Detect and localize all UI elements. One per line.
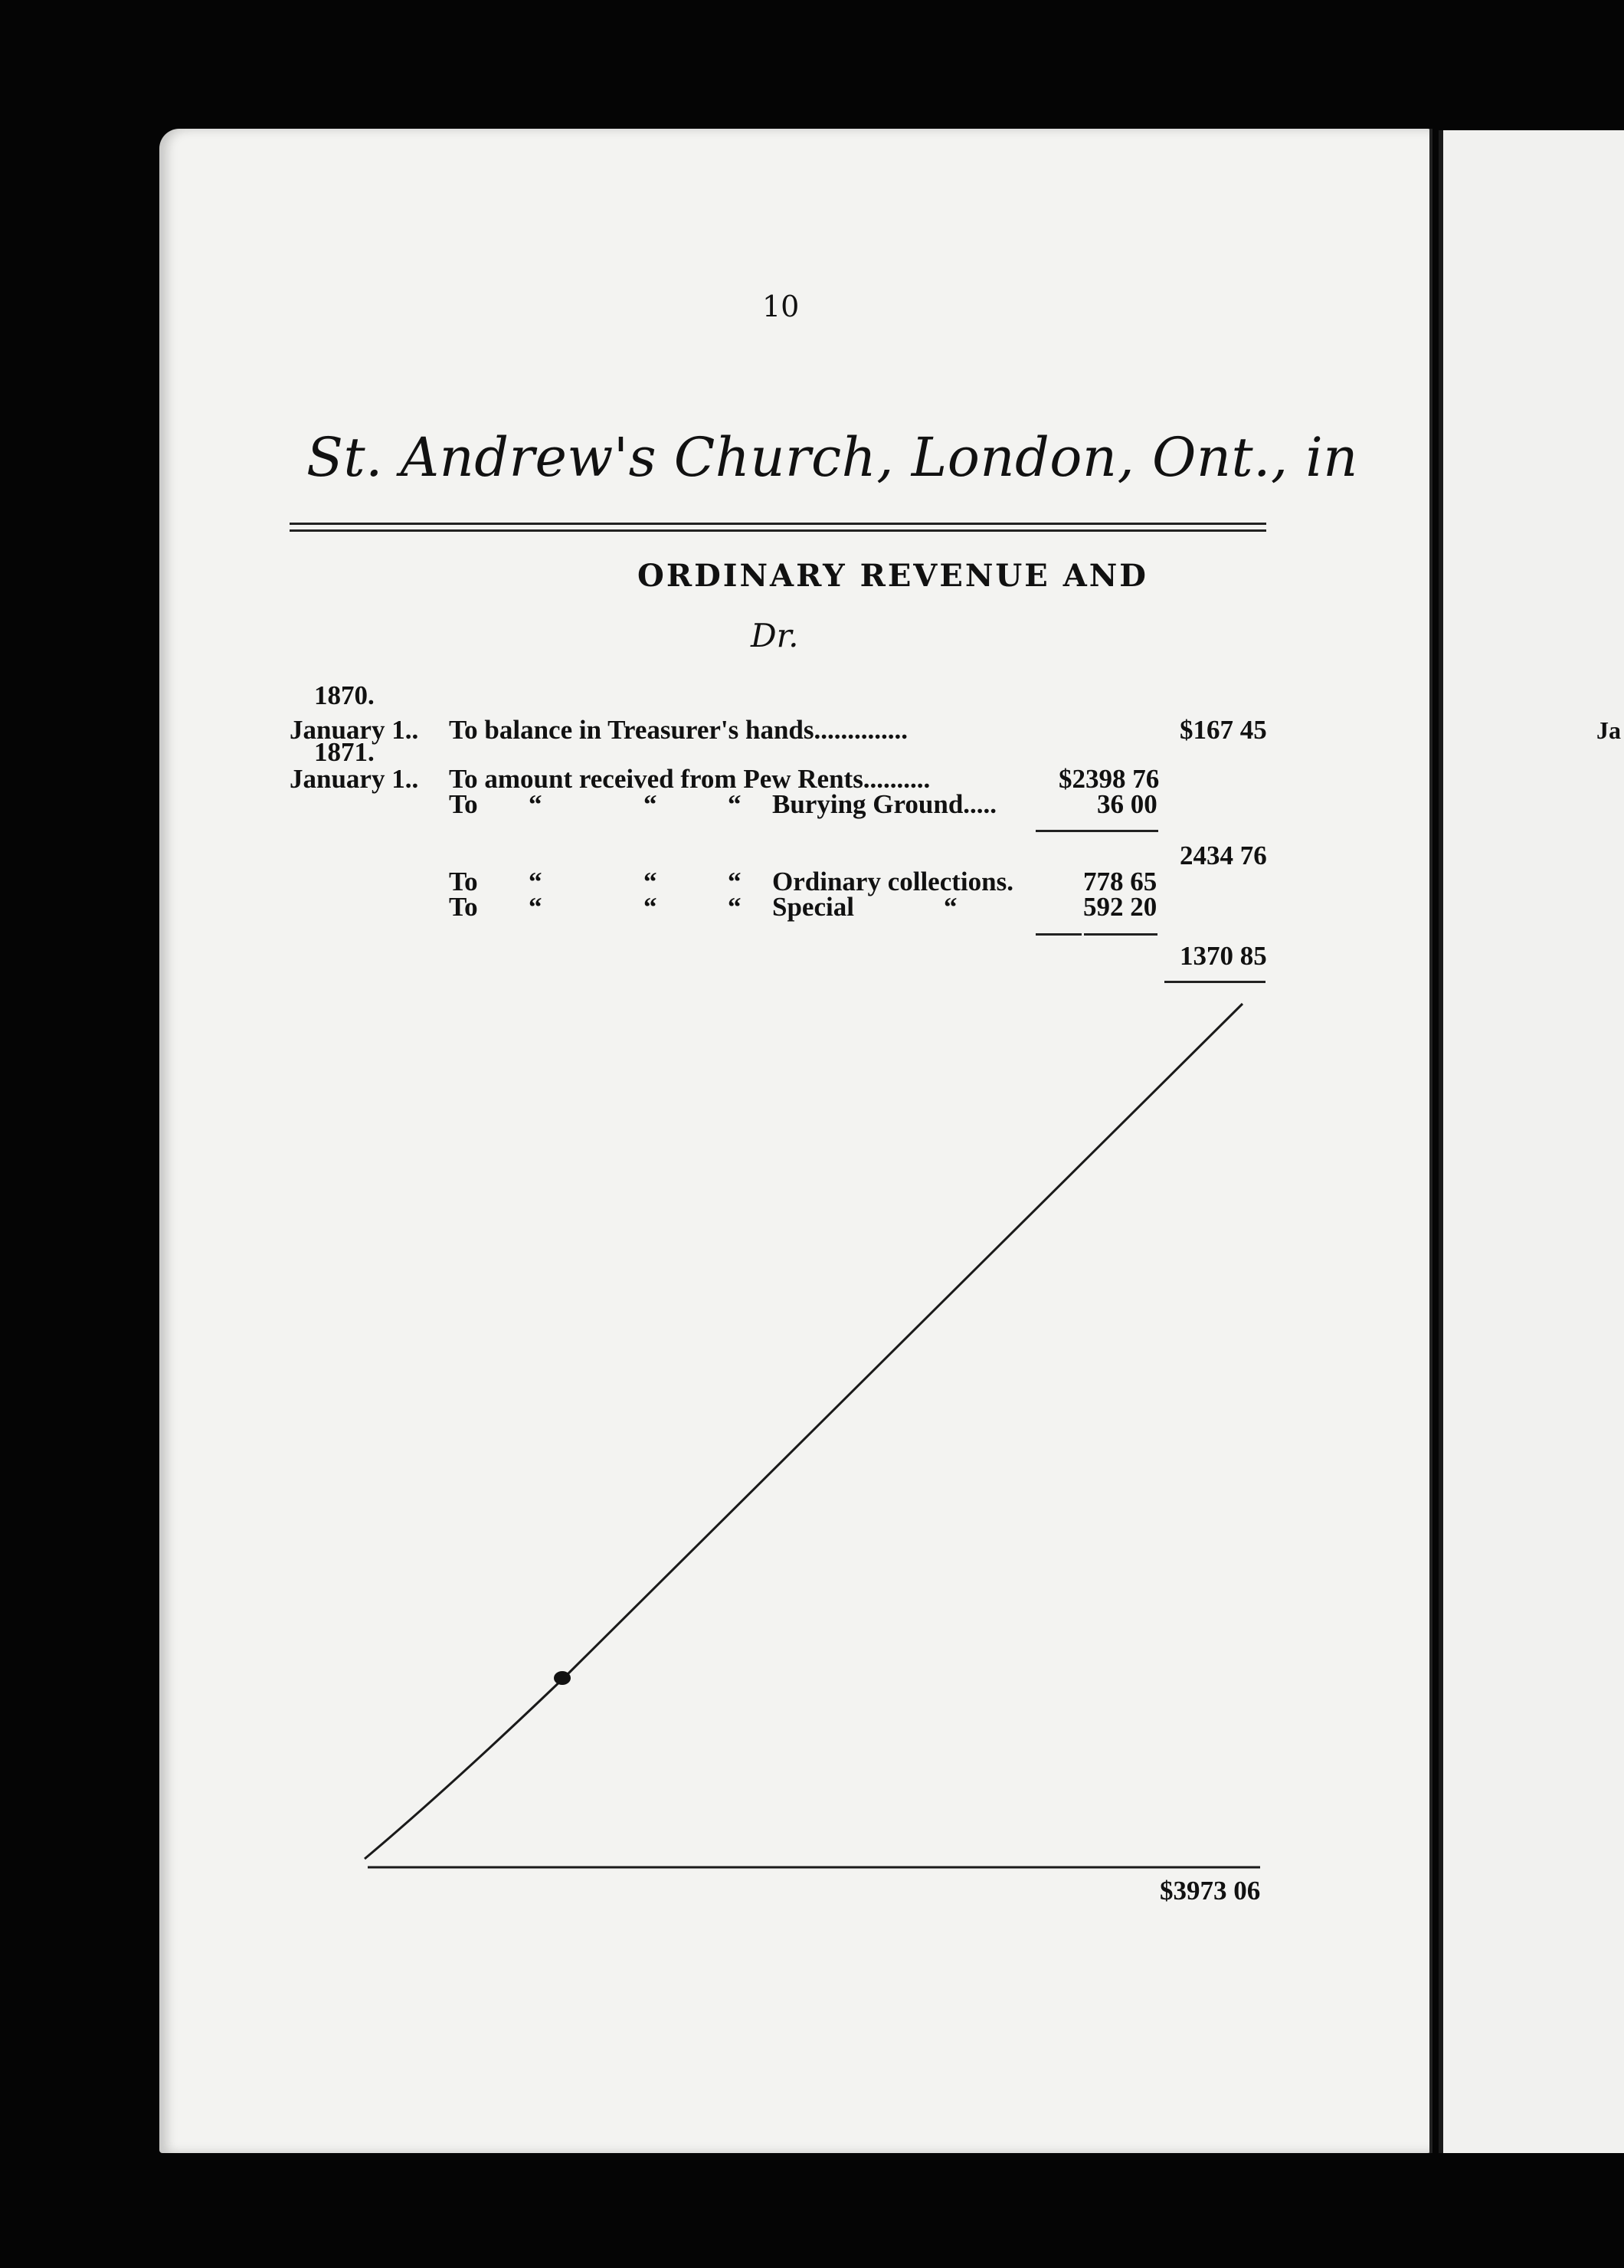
- subtotal-1: 2434 76: [1180, 841, 1267, 870]
- row4-amount: 778 65: [1083, 867, 1157, 896]
- row1-date: January 1..: [290, 715, 419, 745]
- row1-total: $167 45: [1180, 715, 1267, 745]
- row2-date: January 1..: [290, 764, 419, 794]
- row5-ditto-3: “: [728, 892, 742, 922]
- year-label-1871: 1871.: [314, 737, 375, 767]
- subtotal-2: 1370 85: [1180, 941, 1267, 971]
- debit-label: Dr.: [751, 617, 799, 654]
- row4-ditto-2: “: [643, 867, 657, 896]
- row5-description: Special: [772, 892, 854, 922]
- section-heading: ORDINARY REVENUE AND: [637, 558, 1148, 594]
- row3-amount: 36 00: [1097, 789, 1157, 819]
- ink-blot: [554, 1671, 571, 1685]
- row3-ditto-1: “: [529, 789, 542, 819]
- row5-amount: 592 20: [1083, 892, 1157, 922]
- row5-ditto-4: “: [944, 892, 958, 922]
- row3-ditto-2: “: [643, 789, 657, 819]
- row3-to: To: [449, 789, 478, 819]
- row4-ditto-1: “: [529, 867, 542, 896]
- row5-ditto-2: “: [643, 892, 657, 922]
- row1-description: To balance in Treasurer's hands..............: [449, 715, 909, 745]
- facing-page-fragment: Ja: [1596, 716, 1621, 744]
- page-title: St. Andrew's Church, London, Ont., in: [306, 426, 1358, 489]
- page-number: 10: [762, 290, 800, 323]
- row3-description: Burying Ground.....: [772, 789, 997, 819]
- row2-amount: $2398 76: [1059, 764, 1160, 794]
- diagonal-stroke: [365, 1004, 1243, 1859]
- year-label-1870: 1870.: [314, 680, 375, 710]
- row4-description: Ordinary collections.: [772, 867, 1013, 896]
- row3-ditto-3: “: [728, 789, 742, 819]
- row5-to: To: [449, 892, 478, 922]
- row5-ditto-1: “: [529, 892, 542, 922]
- row2-description: To amount received from Pew Rents..........: [449, 764, 931, 794]
- grand-total: $3973 06: [1160, 1876, 1261, 1906]
- row4-ditto-3: “: [728, 867, 742, 896]
- row4-to: To: [449, 867, 478, 896]
